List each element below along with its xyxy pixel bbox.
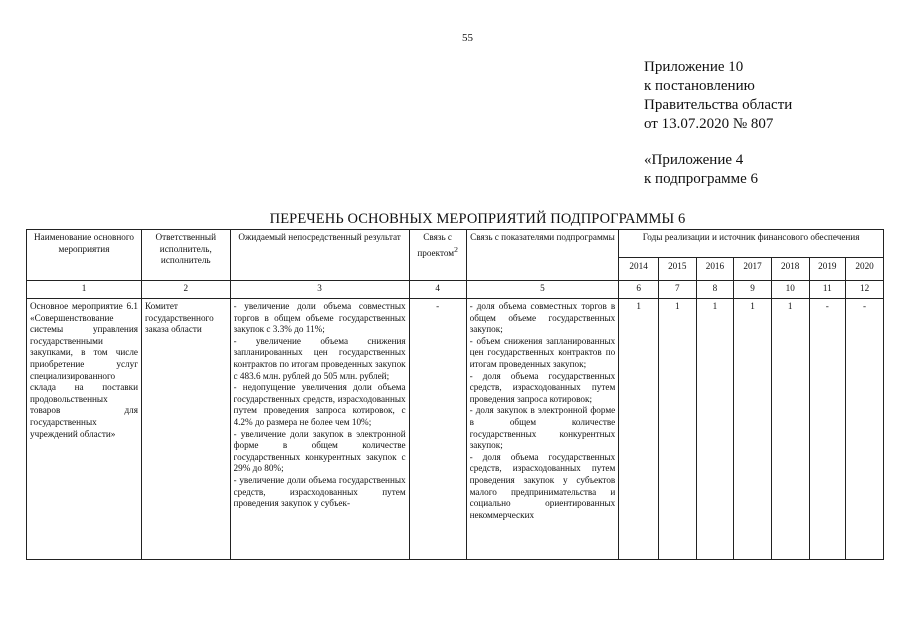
appendix-line: к подпрограмме 6: [644, 171, 758, 187]
column-number: 10: [771, 281, 809, 299]
header-project-link-text: Связь с проектом: [417, 232, 455, 258]
indicators-cell: [466, 299, 619, 560]
executor-text: Комитет государственного заказа области: [145, 301, 214, 335]
column-number: 12: [846, 281, 884, 299]
column-number: 4: [409, 281, 466, 299]
column-number: 5: [466, 281, 619, 299]
appendix-line: Приложение 10: [644, 59, 744, 75]
footnote-mark: 2: [454, 244, 458, 254]
header-executor: Ответственный исполнитель, исполнитель: [142, 230, 231, 281]
column-number: 3: [230, 281, 409, 299]
column-number: 11: [809, 281, 846, 299]
indicator-item: - доля объема совместных торгов в общем объеме государственных закупок;: [469, 301, 616, 335]
result-item: - увеличение доли закупок в электронной форме в общем количестве государственных конкурентных закупок с 29% до 80%;: [233, 428, 406, 474]
year-value: -: [846, 299, 884, 560]
column-number: 6: [619, 281, 659, 299]
document-title: ПЕРЕЧЕНЬ ОСНОВНЫХ МЕРОПРИЯТИЙ ПОДПРОГРАММЫ 6: [269, 211, 686, 227]
result-item: - увеличение объема снижения запланированных цен государственных контрактов по итогам проведенных закупок с 483.6 млн. рублей до 505 млн. рублей;: [233, 335, 406, 381]
year-header: 2014: [619, 258, 659, 281]
year-value: 1: [619, 299, 659, 560]
year-header: 2017: [734, 258, 772, 281]
column-number: 1: [27, 281, 142, 299]
page-number: 55: [462, 32, 473, 44]
results-cell: [230, 299, 409, 560]
project-link-cell: -: [409, 299, 466, 560]
appendix-line: «Приложение 4: [644, 152, 744, 168]
column-number: 7: [658, 281, 696, 299]
indicator-item: - объем снижения запланированных цен государственных контрактов по итогам проведенных закупок;: [469, 335, 616, 369]
header-result: Ожидаемый непосредственный результат: [230, 230, 409, 281]
year-value: 1: [771, 299, 809, 560]
year-header: 2018: [771, 258, 809, 281]
year-value: 1: [658, 299, 696, 560]
year-header: 2020: [846, 258, 884, 281]
appendix-line: от 13.07.2020 № 807: [644, 116, 774, 132]
table-row: [27, 299, 884, 560]
result-item: - увеличение доли объема государственных средств, израсходованных путем проведения закупок у субъек-: [233, 474, 406, 509]
result-item: - недопущение увеличения доли объема государственных средств, израсходованных путем проведения запроса котировок, с 4.2% до размера не более чем 10%;: [233, 382, 406, 427]
appendix-line: Правительства области: [644, 97, 793, 113]
indicator-item: - доля объема государственных средств, израсходованных путем проведения запроса котировок;: [469, 370, 616, 404]
year-header: 2015: [658, 258, 696, 281]
year-value: 1: [734, 299, 772, 560]
appendix-line: к постановлению: [644, 78, 755, 94]
indicator-item: - доля объема государственных средств, израсходованных путем проведения закупок у субъектов малого предпринимательства и социально ориентированных некоммерческих: [469, 451, 616, 520]
header-project-link: [409, 230, 466, 281]
column-numbers-row: [27, 281, 884, 299]
header-activity: Наименование основного мероприятия: [27, 230, 142, 281]
indicator-item: - доля закупок в электронной форме в общем количестве государственных конкурентных закупок;: [469, 405, 616, 451]
year-value: 1: [696, 299, 734, 560]
year-header: 2019: [809, 258, 846, 281]
activity-text: Основное мероприятие 6.1 «Совершенствование системы управления государственными закупками, в том числе приобретение услуг специализированного склада на поставки продовольственных товаров для государственных учреждений области»: [30, 301, 138, 439]
result-item: - увеличение доли объема совместных торгов в общем объеме государственных закупок с 3.3% до 11%;: [233, 301, 406, 335]
header-years-group: Годы реализации и источник финансового обеспечения: [619, 230, 884, 258]
year-value: -: [809, 299, 846, 560]
appendix-block: [644, 58, 792, 189]
activity-cell: [27, 299, 142, 560]
activities-table: [26, 229, 884, 560]
header-indicators: Связь с показателями подпрограммы: [466, 230, 619, 281]
column-number: 2: [142, 281, 231, 299]
year-header: 2016: [696, 258, 734, 281]
column-number: 9: [734, 281, 772, 299]
executor-cell: [142, 299, 231, 560]
column-number: 8: [696, 281, 734, 299]
